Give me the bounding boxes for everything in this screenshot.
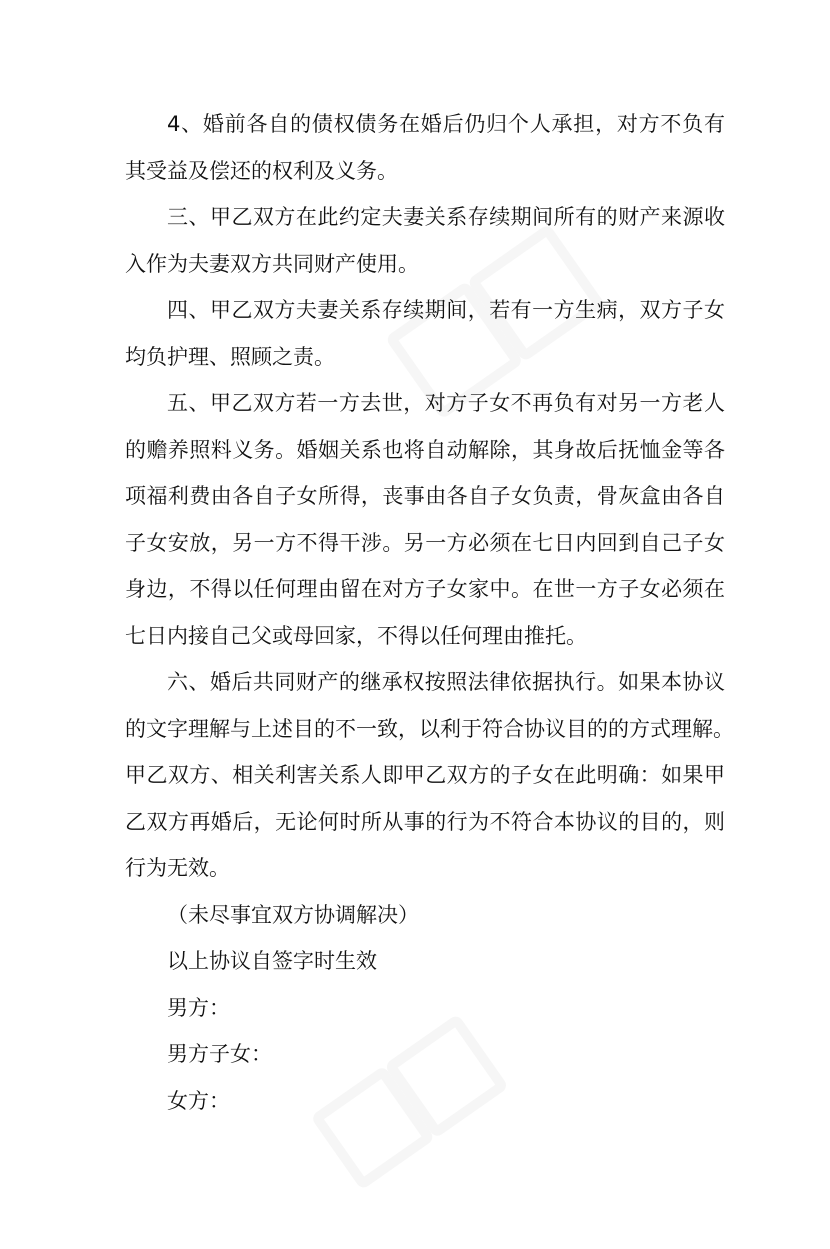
signature-label-husband: 男方：: [167, 995, 230, 1020]
effective-clause: 以上协议自签字时生效: [167, 949, 377, 973]
text-line: 乙双方再婚后，无论何时所从事的行为不符合本协议的目的，则: [125, 809, 725, 834]
text-line: 的文字理解与上述目的不一致，以利于符合协议目的的方式理解。: [125, 716, 734, 741]
text-line: 身边，不得以任何理由留在对方子女家中。在世一方子女必须在: [125, 577, 725, 601]
document-body: [125, 101, 734, 1124]
text-line: 六、婚后共同财产的继承权按照法律依据执行。如果本协议: [167, 670, 725, 694]
text-line: 五、甲乙双方若一方去世，对方子女不再负有对另一方老人: [167, 391, 725, 415]
text-line: 子女安放，另一方不得干涉。另一方必须在七日内回到自己子女: [125, 530, 725, 555]
text-line: 其受益及偿还的权利及义务。: [125, 158, 398, 183]
signature-label-wife: 女方：: [167, 1088, 230, 1113]
text-line: 甲乙双方、相关利害关系人即甲乙双方的子女在此明确：如果甲: [125, 763, 725, 787]
text-line: 七日内接自己父或母回家，不得以任何理由推托。: [125, 623, 587, 648]
note-line: （未尽事宜双方协调解决）: [167, 902, 419, 927]
text-line: 三、甲乙双方在此约定夫妻关系存续期间所有的财产来源收: [167, 205, 725, 229]
text-line: 的赡养照料义务。婚姻关系也将自动解除，其身故后抚恤金等各: [125, 437, 725, 462]
text-line: 行为无效。: [125, 856, 230, 880]
signature-label-husband-children: 男方子女：: [167, 1042, 272, 1066]
text-line: 入作为夫妻双方共同财产使用。: [125, 251, 419, 276]
text-line: 4、婚前各自的债权债务在婚后仍归个人承担，对方不负有: [167, 112, 725, 136]
text-line: 均负护理、照顾之责。: [125, 344, 335, 369]
text-line: 四、甲乙双方夫妻关系存续期间，若有一方生病，双方子女: [167, 298, 725, 322]
text-line: 项福利费由各自子女所得，丧事由各自子女负责，骨灰盒由各自: [125, 484, 725, 508]
